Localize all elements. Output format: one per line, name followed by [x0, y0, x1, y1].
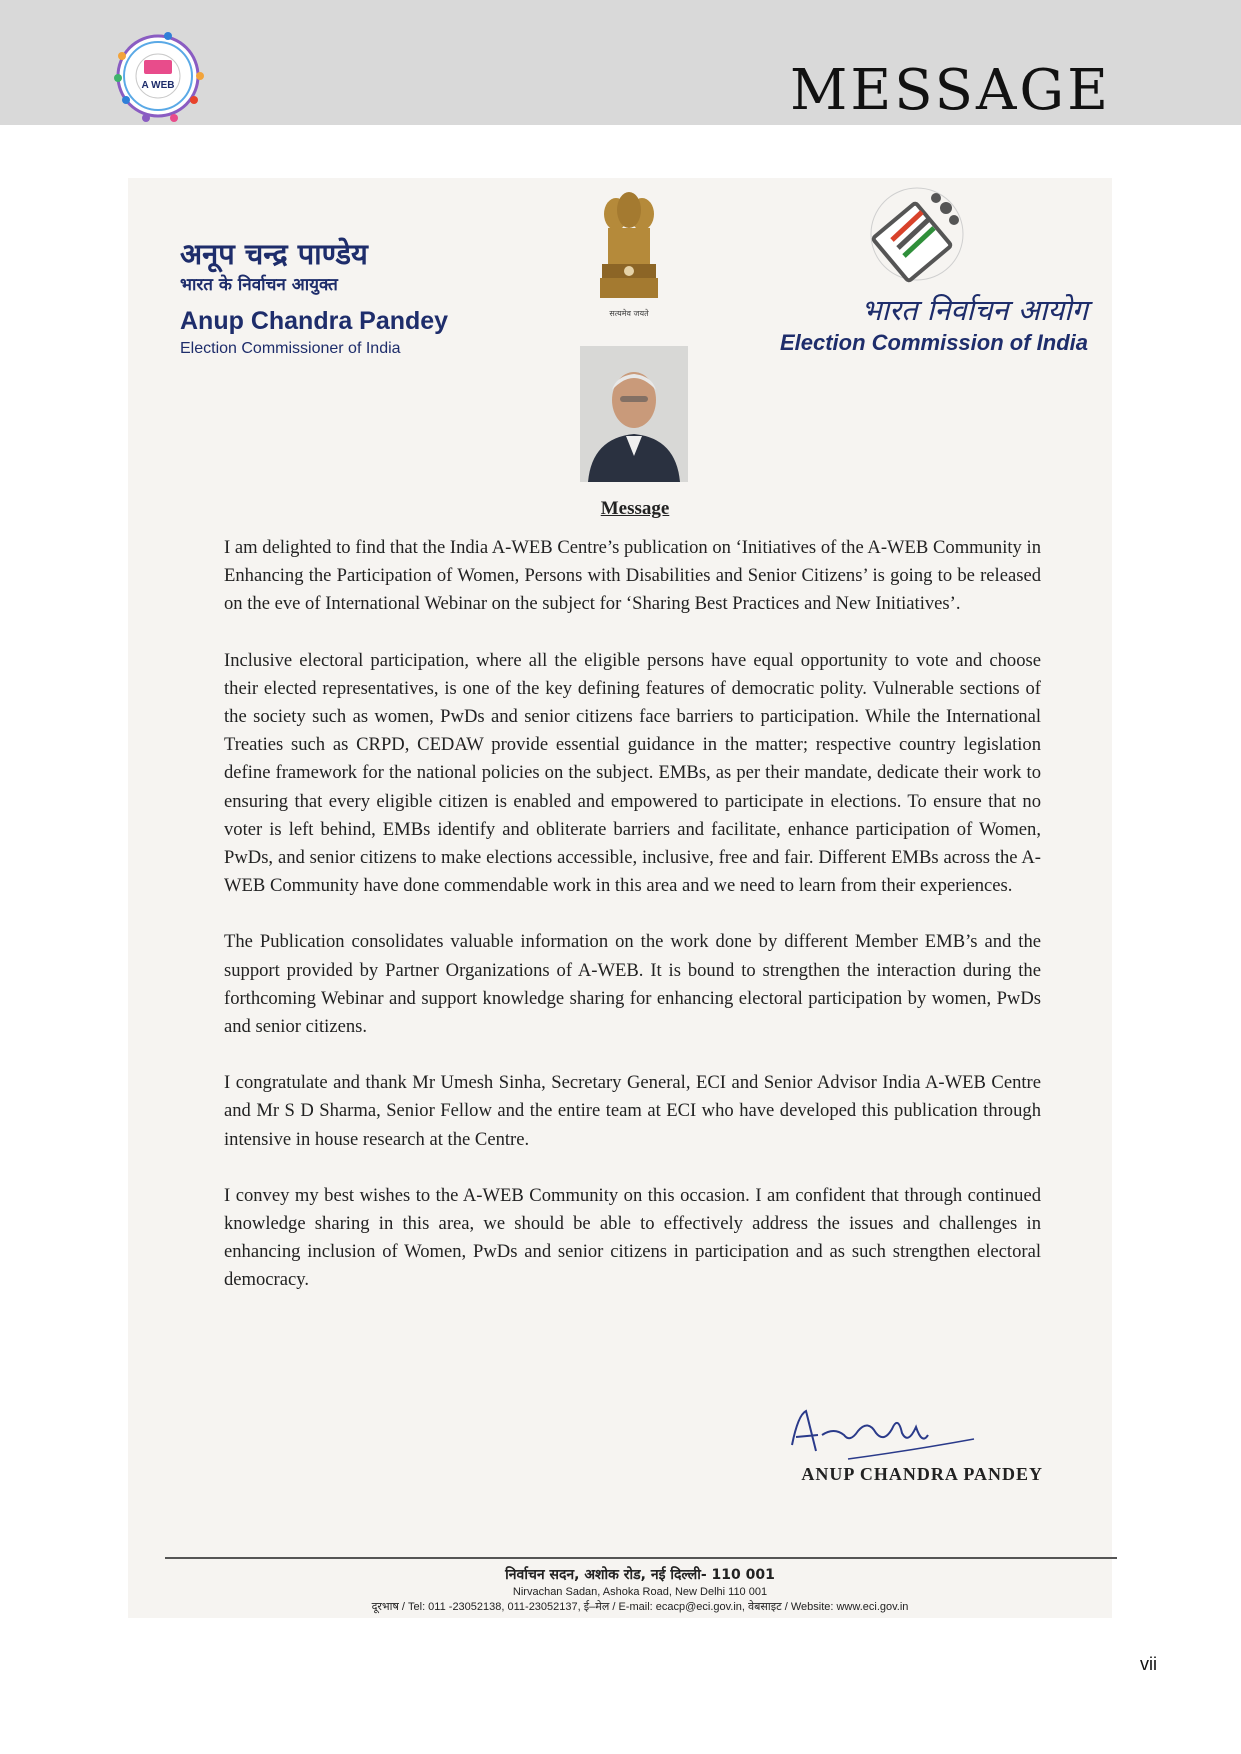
commission-letterhead [780, 292, 1088, 358]
message-paragraph: I convey my best wishes to the A-WEB Community on this occasion. I am confident that through continued knowledge sharing in this area, we should be able to effectively address the issues and challenges in enhancing inclusion of Women, PwDs and senior citizens in participation and as such strengthen electoral democracy. [224, 1184, 1041, 1291]
message-paragraph: Inclusive electoral participation, where all the eligible persons have equal opportunity to vote and choose their elected representatives, is one of the key defining features of democratic polity. Vulnerable sections of the society such as women, PwDs and senior citizens face barriers to participation. While the International Treaties such as CRPD, CEDAW provide essential guidance in the matter; respective country legislation define framework for the national policies on the subject. EMBs, as per their mandate, dedicate their work to ensuring that every eligible citizen is enabled and empowered to participate in elections. To ensure that no voter is left behind, EMBs identify and obliterate barriers and facilitate, enhance participation of Women, PwDs, and senior citizens to make elections accessible, inclusive, free and fair. Different EMBs across the A-WEB Community have done commendable work in this area and we need to learn from their experiences. [224, 649, 1041, 897]
message-paragraph: I congratulate and thank Mr Umesh Sinha, Secretary General, ECI and Senior Advisor India A-WEB Centre and Mr S D Sharma, Senior Fellow and the entire team at ECI who have developed this publication through intensive in house research at the Centre. [224, 1072, 1041, 1150]
message-paragraph: I am delighted to find that the India A-WEB Centre’s publication on ‘Initiatives of the A-WEB Community in Enhancing the Participation of Women, Persons with Disabilities and Senior Citizens’ is going to be released on the eve of International Webinar on the subject for ‘Sharing Best Practices and New Initiatives’. [224, 537, 1041, 615]
page-title: MESSAGE [789, 58, 1111, 123]
commissioner-name-hindi: अनूप चन्द्र पाण्डेय [180, 237, 368, 271]
commissioner-designation-hindi: भारत के निर्वाचन आयुक्त [180, 275, 338, 295]
commissioner-designation: Election Commissioner of India [180, 340, 401, 357]
aweb-logo-text: A WEB [141, 80, 175, 91]
footer-contact: दूरभाष / Tel: 011 -23052138, 011-23052137, ई–मेल / E-mail: ecacp@eci.gov.in, वेबसाइट / Website: www.eci.gov.in [371, 1601, 909, 1613]
signature [788, 1405, 978, 1465]
emblem-motto: सत्यमेव जयते [609, 309, 649, 318]
commission-name: Election Commission of India [779, 330, 1088, 355]
signatory-name: ANUP CHANDRA PANDEY [801, 1464, 1043, 1484]
commissioner-photo [580, 346, 688, 482]
letter-footer [160, 1566, 1120, 1615]
footer-divider [165, 1557, 1117, 1559]
message-body [224, 534, 1041, 1323]
commissioner-name: Anup Chandra Pandey [180, 307, 449, 335]
aweb-logo [108, 26, 208, 126]
page-number: vii [1140, 1654, 1157, 1674]
national-emblem-icon [596, 186, 662, 306]
message-paragraph: The Publication consolidates valuable information on the work done by different Member EMB’s and the support provided by Partner Organizations of A-WEB. It is bound to strengthen the interaction during the forthcoming Webinar and support knowledge sharing for enhancing electoral participation by women, PwDs and senior citizens. [224, 931, 1041, 1038]
eci-logo [862, 184, 972, 284]
commission-name-hindi: भारत निर्वाचन आयोग [861, 293, 1088, 327]
message-heading: Message [600, 498, 670, 519]
footer-address-hindi: निर्वाचन सदन, अशोक रोड, नई दिल्ली- 110 001 [505, 1567, 775, 1583]
commissioner-letterhead [180, 236, 448, 360]
footer-address: Nirvachan Sadan, Ashoka Road, New Delhi 110 001 [512, 1586, 768, 1598]
